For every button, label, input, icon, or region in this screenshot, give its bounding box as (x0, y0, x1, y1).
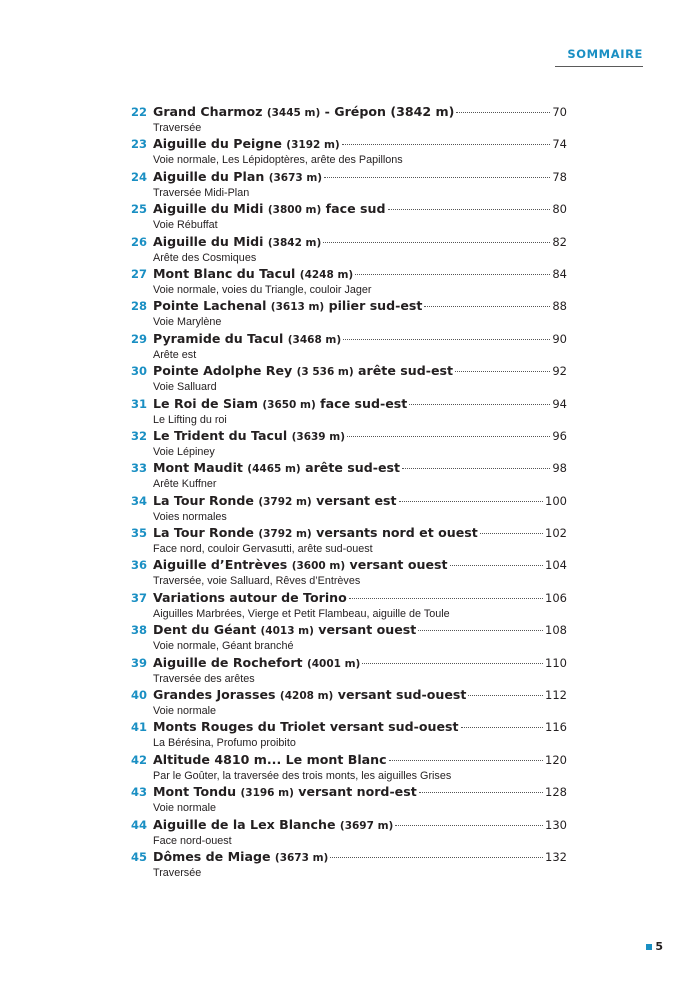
toc-entry-subtitle: Arête est (153, 348, 197, 361)
toc-entry-title (153, 233, 321, 252)
toc-entry-altitude: (3842 m) (267, 236, 322, 249)
toc-entry-line (131, 718, 567, 736)
toc-entry[interactable] (131, 492, 567, 524)
toc-entry-title (153, 589, 347, 607)
toc-entry-title-text: Aiguille de Rochefort (153, 654, 303, 670)
toc-entry-title (153, 718, 459, 736)
dot-leader (343, 338, 550, 340)
toc-entry-title-suffix: versants nord et ouest (311, 525, 478, 541)
toc-entry-title-text: La Tour Ronde (153, 492, 254, 508)
toc-entry-page: 96 (552, 428, 567, 443)
toc-entry-subtitle: Traversée, voie Salluard, Rêves d’Entrèves (153, 575, 361, 588)
dot-leader (389, 759, 543, 761)
toc-entry-title-text: Pyramide du Tacul (153, 330, 284, 346)
toc-entry[interactable] (131, 297, 567, 329)
toc-entry-line (131, 751, 567, 769)
toc-entry[interactable] (131, 816, 567, 848)
toc-entry-title-text: Pointe Adolphe Rey (153, 363, 293, 379)
toc-entry-subtitle: Voies normales (153, 510, 227, 523)
toc-entry-title-suffix: pilier sud-est (324, 298, 423, 314)
toc-entry[interactable] (131, 589, 567, 621)
toc-entry-title (153, 265, 353, 284)
dot-leader (347, 435, 550, 437)
toc-entry-page: 108 (545, 623, 567, 638)
dot-leader (450, 564, 544, 566)
toc-entry-number: 41 (131, 720, 148, 735)
toc-entry-number: 27 (131, 266, 148, 281)
toc-entry-altitude: (3639 m) (291, 430, 346, 443)
toc-entry-title-text: Mont Maudit (153, 460, 243, 476)
toc-entry-title-text: Mont Blanc du Tacul (153, 265, 296, 281)
toc-entry[interactable] (131, 524, 567, 556)
toc-entry-title-text: Aiguille du Midi (153, 201, 264, 217)
toc-entry-number: 45 (131, 849, 148, 864)
toc-entry-subtitle: Voie normale, voies du Triangle, couloir Jager (153, 283, 372, 296)
toc-entry-number: 29 (131, 331, 148, 346)
dot-leader (402, 467, 550, 469)
toc-entry-line (131, 816, 567, 834)
toc-entry-line (131, 556, 567, 574)
toc-entry-title-suffix: - Grépon (3842 m) (320, 104, 455, 119)
toc-entry[interactable] (131, 654, 567, 686)
toc-entry-page: 82 (552, 234, 567, 249)
toc-entry-altitude: (3 536 m) (296, 366, 354, 379)
toc-entry[interactable] (131, 330, 567, 362)
toc-entry-line (131, 459, 567, 477)
toc-entry-line (131, 265, 567, 283)
toc-entry-line (131, 783, 567, 801)
toc-entry-line (131, 135, 567, 153)
toc-entry[interactable] (131, 395, 567, 427)
toc-entry-title-text: Pointe Lachenal (153, 298, 267, 314)
toc-entry-subtitle: Voie normale (153, 802, 217, 815)
toc-entry-line (131, 654, 567, 672)
toc-entry-title (153, 848, 328, 867)
toc-entry-number: 34 (131, 493, 148, 508)
toc-entry-subtitle: Arête des Cosmiques (153, 251, 257, 264)
toc-entry-subtitle: Le Lifting du roi (153, 413, 227, 426)
toc-entry-title-text: Variations autour de Torino (153, 589, 347, 605)
toc-entry-title-text: Aiguille d’Entrèves (153, 557, 288, 573)
toc-entry-page: 102 (545, 526, 567, 541)
toc-entry-subtitle: La Bérésina, Profumo proibito (153, 737, 296, 750)
toc-entry-line (131, 524, 567, 542)
toc-entry[interactable] (131, 556, 567, 588)
dot-leader (455, 370, 550, 372)
toc-entry-title (153, 556, 448, 575)
dot-leader (418, 629, 543, 631)
toc-entry-page: 94 (552, 396, 567, 411)
toc-entry-page: 74 (552, 137, 567, 152)
table-of-contents (131, 103, 567, 880)
page-footer (646, 940, 663, 953)
toc-entry-subtitle: Voie Marylène (153, 316, 222, 329)
toc-entry-subtitle: Voie normale (153, 705, 217, 718)
toc-entry[interactable] (131, 459, 567, 491)
toc-entry-page: 90 (552, 331, 567, 346)
toc-entry-number: 44 (131, 817, 148, 832)
toc-entry-title-suffix: versant ouest (345, 557, 448, 573)
toc-entry-subtitle: Voie Rébuffat (153, 219, 218, 232)
toc-entry-page: 112 (545, 688, 567, 703)
toc-entry-title (153, 103, 454, 122)
toc-entry-subtitle: Traversée des arêtes (153, 672, 255, 685)
toc-entry-title-suffix: face sud-est (315, 395, 408, 411)
dot-leader (468, 694, 543, 696)
toc-entry-number: 31 (131, 396, 148, 411)
toc-entry-title (153, 168, 322, 187)
toc-entry-page: 98 (552, 461, 567, 476)
toc-entry-title-suffix: arête sud-est (353, 363, 454, 379)
dot-leader (362, 662, 543, 664)
toc-entry-altitude: (3650 m) (262, 398, 316, 411)
toc-entry-page: 80 (552, 202, 567, 217)
toc-entry-line (131, 168, 567, 186)
toc-entry-number: 42 (131, 752, 148, 767)
toc-entry-title (153, 427, 345, 446)
toc-entry-title-text: La Tour Ronde (153, 525, 254, 541)
toc-entry-number: 24 (131, 169, 148, 184)
toc-entry[interactable] (131, 233, 567, 265)
toc-entry-subtitle: Traversée (153, 866, 202, 879)
toc-entry-altitude: (3800 m) (267, 204, 322, 217)
toc-entry[interactable] (131, 103, 567, 135)
toc-entry-page: 92 (552, 364, 567, 379)
toc-entry-page: 104 (545, 558, 567, 573)
toc-entry-page: 132 (545, 849, 567, 864)
toc-entry-title-text: Altitude 4810 m... Le mont Blanc (153, 751, 387, 767)
toc-entry-altitude: (3468 m) (287, 333, 342, 346)
toc-entry-subtitle: Voie normale, Géant branché (153, 640, 294, 653)
toc-entry-number: 28 (131, 299, 148, 314)
toc-entry-title (153, 200, 386, 219)
dot-leader (323, 241, 550, 243)
toc-entry[interactable] (131, 427, 567, 459)
toc-entry-line (131, 330, 567, 348)
toc-entry-page: 78 (552, 169, 567, 184)
toc-entry-title-suffix: arête sud-est (300, 460, 401, 476)
dot-leader (399, 500, 544, 502)
toc-entry-page: 88 (552, 299, 567, 314)
toc-entry-altitude: (3600 m) (291, 560, 346, 573)
toc-entry-title (153, 783, 417, 802)
toc-entry-number: 22 (131, 105, 148, 119)
toc-entry-number: 39 (131, 655, 148, 670)
toc-entry-title-text: Mont Tondu (153, 784, 237, 800)
toc-entry-page: 70 (552, 105, 567, 119)
toc-entry[interactable] (131, 265, 567, 297)
toc-entry[interactable] (131, 718, 567, 750)
toc-entry-page: 128 (545, 785, 567, 800)
toc-entry-line (131, 848, 567, 866)
toc-entry-altitude: (3192 m) (286, 139, 340, 152)
toc-entry-title-text: Le Roi de Siam (153, 395, 258, 411)
toc-entry-altitude: (3445 m) (266, 107, 321, 119)
toc-entry-title (153, 816, 393, 835)
toc-entry-subtitle: Traversée (153, 122, 202, 134)
toc-entry-subtitle: Arête Kuffner (153, 478, 217, 491)
toc-entry-altitude: (4465 m) (247, 463, 301, 476)
toc-entry-number: 26 (131, 234, 148, 249)
page-marker-square (646, 944, 652, 950)
dot-leader (419, 791, 543, 793)
toc-entry-altitude: (4013 m) (260, 625, 314, 638)
toc-entry-page: 84 (552, 266, 567, 281)
toc-entry[interactable] (131, 621, 567, 653)
toc-entry-number: 43 (131, 785, 148, 800)
toc-entry-subtitle: Face nord-ouest (153, 834, 232, 847)
dot-leader (355, 273, 550, 275)
toc-entry-title (153, 654, 360, 673)
toc-entry-altitude: (4001 m) (306, 657, 361, 670)
toc-entry-title-suffix: face sud (321, 201, 386, 217)
toc-entry-line (131, 362, 567, 380)
toc-entry-altitude: (4248 m) (299, 268, 354, 281)
toc-entry-title (153, 621, 416, 640)
toc-entry[interactable] (131, 362, 567, 394)
toc-entry-number: 23 (131, 137, 148, 152)
toc-entry-subtitle: Voie normale, Les Lépidoptères, arête des Papillons (153, 154, 403, 167)
toc-entry-line (131, 589, 567, 607)
dot-leader (388, 208, 551, 210)
dot-leader (409, 403, 550, 405)
toc-entry-number: 25 (131, 202, 148, 217)
toc-entry[interactable] (131, 168, 567, 200)
toc-entry-title (153, 362, 453, 381)
page-number: 5 (655, 940, 663, 953)
toc-entry-subtitle: Voie Lépiney (153, 445, 215, 458)
section-header (555, 47, 643, 67)
toc-entry-number: 30 (131, 364, 148, 379)
toc-entry-altitude: (3673 m) (274, 851, 329, 864)
toc-entry-page: 130 (545, 817, 567, 832)
toc-entry-line (131, 427, 567, 445)
toc-entry-title-text: Aiguille du Plan (153, 168, 265, 184)
toc-entry-title (153, 330, 341, 349)
toc-entry-page: 116 (545, 720, 567, 735)
toc-entry-altitude: (3792 m) (258, 495, 312, 508)
toc-entry-altitude: (3196 m) (240, 787, 294, 800)
toc-entry-title (153, 395, 407, 414)
toc-entry[interactable] (131, 751, 567, 783)
toc-entry[interactable] (131, 200, 567, 232)
toc-entry-number: 32 (131, 428, 148, 443)
dot-leader (456, 111, 550, 113)
toc-entry-altitude: (3792 m) (258, 528, 312, 541)
toc-entry-line (131, 686, 567, 704)
toc-entry-number: 33 (131, 461, 148, 476)
toc-entry-line (131, 297, 567, 315)
toc-entry-subtitle: Voie Salluard (153, 381, 217, 394)
toc-entry-page: 100 (545, 493, 567, 508)
toc-entry-subtitle: Par le Goûter, la traversée des trois monts, les aiguilles Grises (153, 769, 452, 782)
toc-entry-title-text: Aiguille du Midi (153, 233, 264, 249)
toc-entry-number: 35 (131, 526, 148, 541)
toc-entry-line (131, 492, 567, 510)
toc-entry-title (153, 135, 340, 154)
toc-entry-number: 40 (131, 688, 148, 703)
toc-entry-title-suffix: versant sud-ouest (333, 687, 467, 703)
toc-entry-title-text: Grand Charmoz (153, 104, 263, 119)
toc-entry-number: 37 (131, 590, 148, 605)
toc-entry[interactable] (131, 135, 567, 167)
toc-entry-title-text: Aiguille du Peigne (153, 136, 282, 152)
toc-entry-title-suffix: versant est (311, 492, 397, 508)
toc-entry-page: 106 (545, 590, 567, 605)
toc-entry-title-text: Dent du Géant (153, 622, 257, 638)
dot-leader (349, 597, 543, 599)
section-title: SOMMAIRE (555, 47, 643, 67)
dot-leader (424, 305, 550, 307)
toc-entry[interactable] (131, 848, 567, 880)
dot-leader (342, 143, 551, 145)
toc-entry-title-text: Grandes Jorasses (153, 687, 276, 703)
toc-entry-subtitle: Face nord, couloir Gervasutti, arête sud-ouest (153, 543, 373, 556)
toc-entry-title-text: Dômes de Miage (153, 848, 271, 864)
dot-leader (324, 176, 550, 178)
toc-entry[interactable] (131, 783, 567, 815)
toc-entry-title-text: Le Trident du Tacul (153, 427, 288, 443)
toc-entry-line (131, 200, 567, 218)
dot-leader (461, 726, 544, 728)
toc-entry-altitude: (3673 m) (268, 171, 323, 184)
dot-leader (395, 824, 543, 826)
toc-entry-title (153, 524, 478, 543)
toc-entry-title-suffix: versant nord-est (293, 784, 417, 800)
toc-entry-altitude: (4208 m) (279, 690, 334, 703)
toc-entry-line (131, 621, 567, 639)
toc-entry[interactable] (131, 686, 567, 718)
toc-entry-title (153, 492, 397, 511)
toc-entry-title-text: Aiguille de la Lex Blanche (153, 816, 336, 832)
toc-entry-title (153, 297, 422, 316)
toc-entry-number: 38 (131, 623, 148, 638)
toc-entry-title-text: Monts Rouges du Triolet versant sud-ouest (153, 719, 459, 735)
toc-entry-line (131, 233, 567, 251)
toc-entry-line (131, 395, 567, 413)
toc-entry-page: 120 (545, 752, 567, 767)
toc-entry-altitude: (3697 m) (339, 819, 394, 832)
toc-entry-title (153, 459, 400, 478)
toc-entry-line (131, 103, 567, 121)
dot-leader (330, 856, 543, 858)
toc-entry-title (153, 686, 466, 705)
toc-entry-title-suffix: versant ouest (313, 622, 417, 638)
toc-entry-number: 36 (131, 558, 148, 573)
toc-entry-title (153, 751, 387, 769)
toc-entry-altitude: (3613 m) (270, 301, 325, 314)
dot-leader (480, 532, 543, 534)
toc-entry-subtitle: Traversée Midi-Plan (153, 186, 250, 199)
toc-entry-page: 110 (545, 655, 567, 670)
toc-entry-subtitle: Aiguilles Marbrées, Vierge et Petit Flambeau, aiguille de Toule (153, 607, 450, 620)
